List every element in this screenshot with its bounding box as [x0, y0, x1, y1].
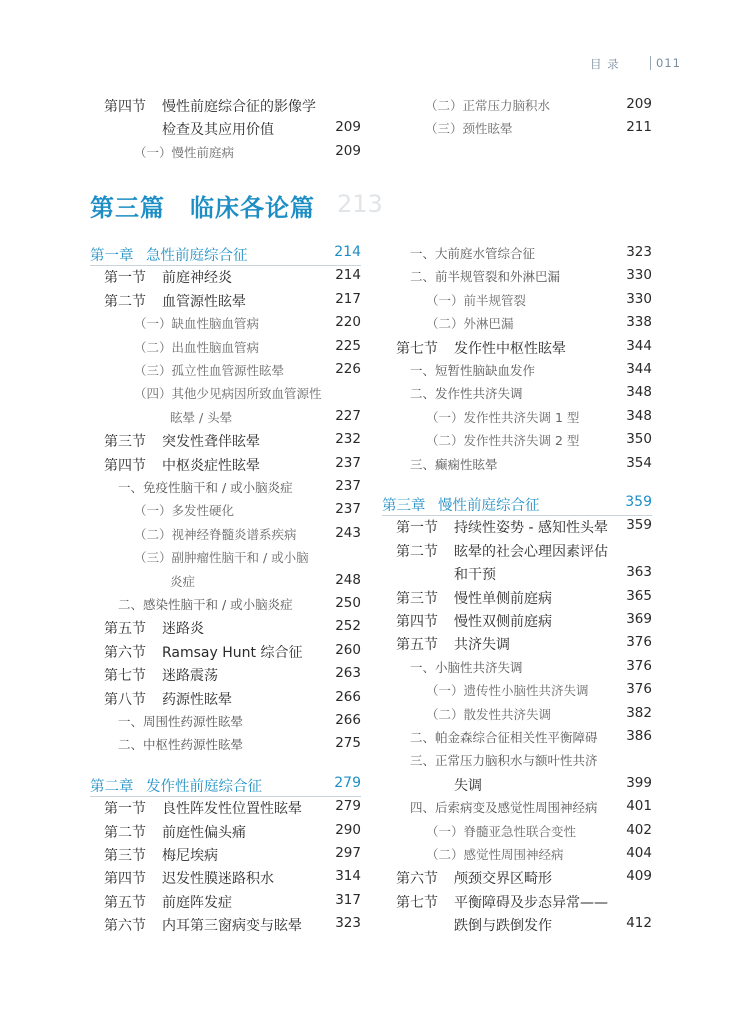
subsection-entry — [382, 361, 652, 384]
section-number: 第八节 — [104, 691, 146, 708]
entry-title: （一）发作性共济失调 1 型 — [426, 409, 580, 425]
entry-page-number: 314 — [335, 868, 361, 885]
section-number: 第一节 — [104, 801, 146, 818]
entry-page-number: 344 — [626, 361, 652, 377]
section-entry — [90, 665, 361, 688]
entry-page-number: 338 — [626, 314, 652, 331]
entry-page-number: 386 — [626, 728, 652, 744]
entry-page-number: 217 — [335, 290, 361, 307]
entry-page-number: 409 — [626, 868, 652, 885]
section-entry — [382, 611, 652, 634]
entry-title: 二、感染性脑干和 / 或小脑炎症 — [118, 597, 293, 612]
entry-page-number: 317 — [335, 891, 361, 908]
entry-title: 眩晕的社会心理因素评估 — [454, 543, 608, 560]
section-entry — [382, 588, 652, 611]
section-entry — [382, 541, 652, 564]
entry-page-number: 220 — [335, 314, 361, 331]
entry-title: 迟发性膜迷路积水 — [162, 871, 274, 888]
section-number: 第四节 — [104, 99, 146, 115]
section-entry — [382, 868, 652, 891]
entry-page-number: 369 — [626, 611, 652, 627]
entry-page-number: 237 — [335, 454, 361, 471]
subsection-entry — [90, 338, 361, 361]
subsection-entry — [382, 314, 652, 337]
part-page-number: 213 — [337, 190, 383, 218]
entry-page-number: 365 — [626, 587, 652, 604]
section-number: 第四节 — [104, 457, 146, 474]
entry-title: 慢性前庭综合征的影像学 — [162, 99, 316, 115]
subsection-entry — [90, 314, 361, 337]
chapter-entry — [382, 494, 652, 517]
entry-title: （四）其他少见病因所致血管源性 — [134, 386, 322, 402]
entry-title: 炎症 — [170, 573, 196, 589]
entry-page-number: 399 — [626, 774, 652, 791]
subsection-entry — [90, 595, 361, 618]
entry-title: （一）遗传性小脑性共济失调 — [426, 683, 589, 699]
entry-title: （三）副肿瘤性脑干和 / 或小脑 — [134, 550, 309, 566]
section-entry — [90, 618, 361, 641]
entry-title: 一、小脑性共济失调 — [410, 659, 523, 675]
section-entry — [104, 96, 361, 119]
entry-page-number: 250 — [335, 595, 361, 611]
section-entry — [90, 915, 361, 938]
subsection-entry — [90, 712, 361, 735]
subsection-entry — [382, 408, 652, 431]
entry-page-number: 350 — [626, 431, 652, 448]
entry-title: 失调 — [454, 777, 482, 794]
subsection-entry — [90, 478, 361, 501]
entry-page-number: 359 — [625, 494, 652, 510]
entry-title: 梅尼埃病 — [162, 848, 218, 864]
entry-continuation — [382, 915, 652, 938]
entry-page-number: 376 — [626, 681, 652, 698]
entry-page-number: 297 — [335, 845, 361, 861]
entry-title: 检查及其应用价值 — [162, 122, 274, 139]
entry-page-number: 376 — [626, 634, 652, 651]
entry-page-number: 354 — [626, 454, 652, 471]
section-number: 第六节 — [104, 644, 146, 661]
entry-title: 跌倒与跌倒发作 — [454, 918, 552, 935]
section-number: 第三节 — [396, 590, 438, 607]
section-number: 第六节 — [396, 871, 438, 888]
entry-page-number: 412 — [626, 915, 652, 932]
entry-title: 良性阵发性位置性眩晕 — [162, 801, 302, 818]
subsection-entry — [425, 96, 652, 119]
entry-page-number: 330 — [626, 290, 652, 307]
chapter-underline — [90, 265, 361, 266]
entry-page-number: 279 — [334, 774, 361, 791]
section-entry — [382, 634, 652, 657]
entry-title: 慢性双侧前庭病 — [454, 614, 552, 630]
entry-title: 慢性单侧前庭病 — [454, 590, 552, 607]
chapter-entry — [90, 244, 361, 267]
entry-page-number: 323 — [626, 244, 652, 260]
entry-page-number: 211 — [626, 119, 652, 136]
entry-title: （一）缺血性脑血管病 — [134, 316, 260, 332]
section-entry — [382, 892, 652, 915]
section-number: 第五节 — [104, 621, 146, 638]
entry-title: 急性前庭综合征 — [146, 248, 248, 264]
entry-page-number: 252 — [335, 618, 361, 635]
entry-continuation — [382, 564, 652, 587]
subsection-entry — [382, 728, 652, 751]
entry-page-number: 401 — [626, 798, 652, 815]
entry-continuation — [90, 572, 361, 595]
subsection-entry — [104, 143, 361, 166]
entry-title: （二）感觉性周围神经病 — [426, 847, 564, 862]
subsection-entry — [382, 267, 652, 290]
section-number: 第一节 — [104, 270, 146, 287]
entry-title: 迷路震荡 — [162, 668, 218, 685]
entry-continuation — [90, 408, 361, 431]
entry-title: 一、免疫性脑干和 / 或小脑炎症 — [118, 480, 293, 495]
entry-title: 药源性眩晕 — [162, 691, 232, 708]
entry-title: （二）发作性共济失调 2 型 — [426, 433, 580, 449]
subsection-entry — [382, 822, 652, 845]
entry-page-number: 359 — [626, 517, 652, 534]
entry-title: 迷路炎 — [162, 621, 204, 638]
entry-page-number: 348 — [626, 384, 652, 401]
section-entry — [90, 689, 361, 712]
entry-title: Ramsay Hunt 综合征 — [162, 644, 303, 661]
subsection-entry — [382, 845, 652, 868]
section-entry — [90, 868, 361, 891]
entry-title: 平衡障碍及步态异常—— — [454, 894, 608, 911]
entry-page-number: 263 — [335, 665, 361, 682]
subsection-entry — [382, 455, 652, 478]
entry-title: （二）外淋巴漏 — [426, 316, 514, 332]
section-entry — [90, 845, 361, 868]
subsection-entry — [425, 119, 652, 142]
entry-title: 颅颈交界区畸形 — [454, 871, 552, 888]
subsection-entry — [382, 384, 652, 407]
entry-page-number: 227 — [335, 407, 361, 424]
subsection-entry — [382, 705, 652, 728]
entry-title: 前庭阵发症 — [162, 894, 232, 911]
entry-continuation — [104, 119, 361, 142]
entry-title: （一）多发性硬化 — [134, 503, 235, 519]
section-entry — [90, 822, 361, 845]
entry-title: 突发性聋伴眩晕 — [162, 434, 260, 451]
subsection-entry — [382, 798, 652, 821]
entry-title: （一）前半规管裂 — [426, 292, 527, 308]
section-number: 第四节 — [104, 871, 146, 888]
section-number: 第七节 — [396, 894, 438, 911]
entry-page-number: 275 — [335, 735, 361, 752]
subsection-entry — [382, 431, 652, 454]
subsection-entry — [382, 751, 652, 774]
entry-title: 二、发作性共济失调 — [410, 386, 523, 402]
section-entry — [90, 291, 361, 314]
section-entry — [382, 338, 652, 361]
entry-title: 一、短暂性脑缺血发作 — [410, 363, 536, 378]
entry-page-number: 404 — [626, 845, 652, 861]
section-number: 第二节 — [104, 293, 146, 310]
section-entry — [90, 642, 361, 665]
section-number: 第三节 — [104, 434, 146, 451]
section-number: 第三节 — [104, 848, 146, 864]
chapter-number: 第三章 — [382, 498, 426, 514]
chapter-number: 第二章 — [90, 778, 134, 795]
subsection-entry — [382, 244, 652, 267]
entry-page-number: 382 — [626, 704, 652, 721]
entry-title: （一）慢性前庭病 — [134, 144, 235, 160]
entry-page-number: 209 — [626, 96, 652, 112]
chapter-entry — [90, 775, 361, 798]
subsection-entry — [382, 658, 652, 681]
entry-page-number: 209 — [335, 119, 361, 136]
entry-title: 二、前半规管裂和外淋巴漏 — [410, 269, 561, 285]
subsection-entry — [90, 548, 361, 571]
entry-title: 内耳第三窗病变与眩晕 — [162, 918, 302, 935]
entry-title: 二、帕金森综合征相关性平衡障碍 — [410, 730, 598, 745]
subsection-entry — [382, 681, 652, 704]
entry-title: （一）脊髓亚急性联合变性 — [426, 823, 577, 839]
entry-title: 发作性前庭综合征 — [146, 778, 262, 795]
entry-title: 慢性前庭综合征 — [438, 498, 540, 514]
section-entry — [382, 517, 652, 540]
entry-page-number: 232 — [335, 431, 361, 448]
entry-page-number: 348 — [626, 407, 652, 424]
entry-title: （二）正常压力脑积水 — [425, 98, 551, 113]
entry-title: 血管源性眩晕 — [162, 293, 246, 310]
section-entry — [90, 455, 361, 478]
section-number: 第二节 — [396, 543, 438, 560]
running-header-title: 目 录 — [590, 57, 620, 71]
entry-title: 三、正常压力脑积水与额叶性共济 — [410, 753, 598, 769]
entry-title: 发作性中枢性眩晕 — [454, 340, 566, 357]
entry-page-number: 209 — [335, 142, 361, 159]
entry-page-number: 323 — [335, 915, 361, 932]
entry-page-number: 402 — [626, 821, 652, 838]
section-number: 第六节 — [104, 918, 146, 935]
entry-title: 四、后索病变及感觉性周围神经病 — [410, 800, 598, 816]
header-divider — [650, 56, 651, 70]
chapter-underline — [90, 796, 361, 797]
entry-title: （三）颈性眩晕 — [425, 121, 513, 137]
entry-page-number: 363 — [626, 564, 652, 581]
entry-page-number: 260 — [335, 641, 361, 658]
entry-page-number: 214 — [335, 267, 361, 284]
entry-title: 共济失调 — [454, 637, 510, 654]
entry-page-number: 248 — [335, 571, 361, 588]
subsection-entry — [90, 735, 361, 758]
section-entry — [90, 798, 361, 821]
entry-title: 持续性姿势 - 感知性头晕 — [454, 520, 608, 537]
entry-continuation — [382, 775, 652, 798]
subsection-entry — [382, 291, 652, 314]
entry-page-number: 279 — [335, 798, 361, 815]
entry-title: （二）出血性脑血管病 — [134, 339, 260, 355]
section-number: 第七节 — [104, 668, 146, 685]
entry-title: 一、周围性药源性眩晕 — [118, 714, 244, 729]
entry-page-number: 214 — [334, 244, 361, 260]
entry-page-number: 376 — [626, 657, 652, 674]
entry-page-number: 237 — [335, 478, 361, 494]
entry-title: （三）孤立性血管源性眩晕 — [134, 363, 285, 378]
entry-title: 中枢炎症性眩晕 — [162, 457, 260, 474]
section-entry — [90, 431, 361, 454]
entry-title: 前庭神经炎 — [162, 270, 232, 287]
entry-page-number: 243 — [335, 524, 361, 541]
subsection-entry — [90, 384, 361, 407]
entry-title: （二）视神经脊髓炎谱系疾病 — [134, 526, 297, 542]
section-number: 第五节 — [104, 894, 146, 911]
part-title: 第三篇 临床各论篇 — [90, 194, 315, 222]
running-header-page-number: 011 — [656, 56, 681, 70]
section-entry — [90, 267, 361, 290]
entry-page-number: 266 — [335, 688, 361, 705]
section-entry — [90, 892, 361, 915]
section-number: 第四节 — [396, 614, 438, 630]
subsection-entry — [90, 525, 361, 548]
entry-title: 眩晕 / 头晕 — [170, 409, 233, 425]
subsection-entry — [90, 501, 361, 524]
entry-page-number: 266 — [335, 712, 361, 728]
entry-page-number: 225 — [335, 337, 361, 354]
section-number: 第一节 — [396, 520, 438, 537]
section-number: 第二节 — [104, 824, 146, 841]
entry-title: 三、癫痫性眩晕 — [410, 456, 498, 472]
entry-page-number: 226 — [335, 361, 361, 377]
entry-title: 一、大前庭水管综合征 — [410, 246, 536, 261]
entry-title: 二、中枢性药源性眩晕 — [118, 737, 244, 753]
entry-page-number: 344 — [626, 337, 652, 354]
entry-page-number: 237 — [335, 501, 361, 518]
entry-page-number: 330 — [626, 267, 652, 284]
subsection-entry — [90, 361, 361, 384]
chapter-number: 第一章 — [90, 248, 134, 264]
entry-title: 前庭性偏头痛 — [162, 824, 246, 841]
chapter-underline — [382, 515, 652, 516]
section-number: 第七节 — [396, 340, 438, 357]
entry-title: 和干预 — [454, 567, 496, 584]
entry-title: （二）散发性共济失调 — [426, 706, 552, 722]
section-number: 第五节 — [396, 637, 438, 654]
entry-page-number: 290 — [335, 821, 361, 838]
